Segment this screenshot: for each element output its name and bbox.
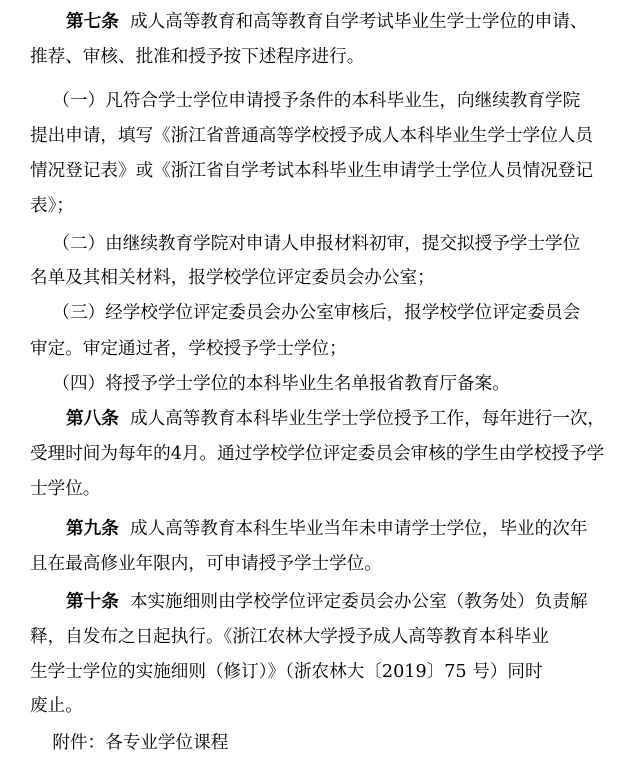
attachment-line: 附件：各专业学位课程 [30, 733, 229, 753]
article-7-title: 第七条 [66, 11, 119, 32]
paragraph-line: 士学位。 [30, 479, 101, 499]
paragraph-line: 表》； [30, 196, 74, 216]
article-10-title: 第十条 [66, 591, 119, 612]
item-1-line: （一）凡符合学士学位申请授予条件的本科毕业生，向继续教育学院 [30, 91, 581, 111]
item-4-line: （四）将授予学士学位的本科毕业生名单报省教育厅备案。 [30, 374, 510, 394]
paragraph-line: 情况登记表》或《浙江省自学考试本科毕业生申请学士学位人员情况登记 [30, 161, 594, 181]
paragraph-line: 废止。 [30, 696, 83, 716]
paragraph-line: 释，自发布之日起执行。《浙江农林大学授予成人高等教育本科毕业 [30, 627, 550, 647]
article-10-text: 本实施细则由学校学位评定委员会办公室（教务处）负责解 [118, 592, 588, 612]
article-9-text: 成人高等教育本科生毕业当年未申请学士学位，毕业的次年 [118, 519, 588, 539]
paragraph-line: 推荐、审核、批准和授予按下述程序进行。 [30, 47, 365, 67]
paragraph-line: 提出申请，填写《浙江省普通高等学校授予成人本科毕业生学士学位人员 [30, 126, 594, 146]
paragraph-line: 名单及其相关材料，报学校学位评定委员会办公室； [30, 268, 435, 288]
article-9-heading-line [0, 512, 644, 546]
article-10-heading-line [0, 585, 644, 619]
paragraph-line: 受理时间为每年的4月。通过学校学位评定委员会审核的学生由学校授予学 [30, 444, 605, 464]
article-8-heading-line [0, 402, 644, 436]
paragraph-line: 审定。审定通过者，学校授予学士学位； [30, 339, 347, 359]
item-2-line: （二）由继续教育学院对申请人申报材料初审，提交拟授予学士学位 [30, 234, 581, 254]
paragraph-line: 且在最高修业年限内，可申请授予学士学位。 [30, 554, 382, 574]
article-7-heading-line [0, 5, 644, 39]
article-8-title: 第八条 [66, 408, 119, 429]
paragraph-line: 生学士学位的实施细则（修订）》（浙农林大〔2019〕75 号）同时 [30, 662, 543, 682]
article-8-text: 成人高等教育本科毕业生学士学位授予工作，每年进行一次， [118, 409, 606, 429]
article-7-text: 成人高等教育和高等教育自学考试毕业生学士学位的申请、 [118, 12, 588, 32]
article-9-title: 第九条 [66, 518, 119, 539]
item-3-line: （三）经学校学位评定委员会办公室审核后，报学校学位评定委员会 [30, 303, 581, 323]
